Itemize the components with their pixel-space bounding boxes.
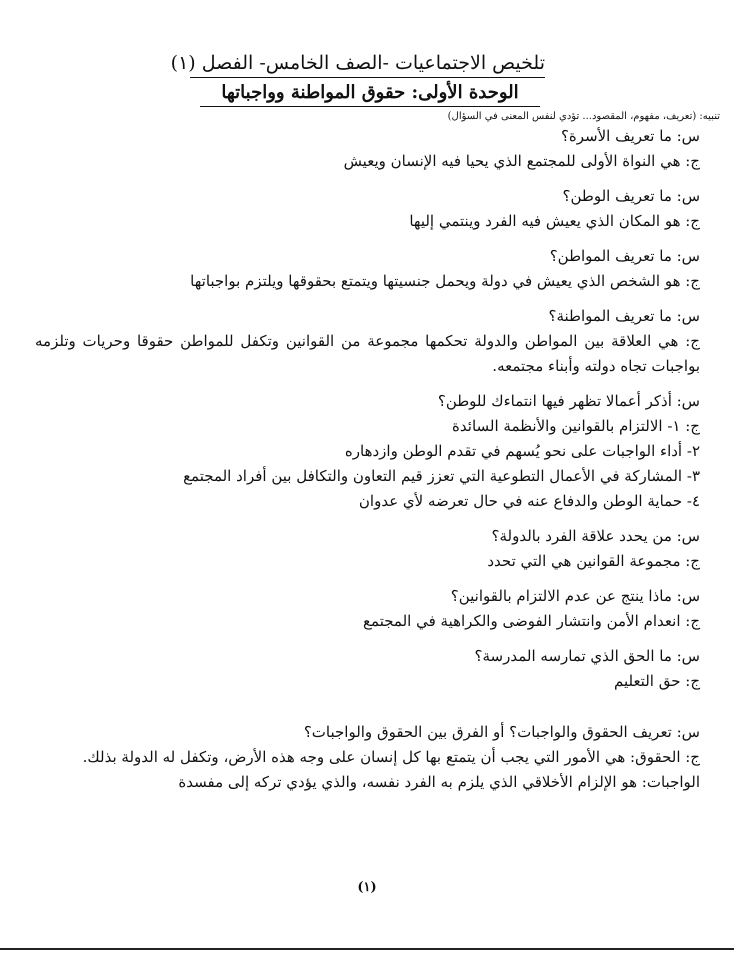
qa-item [35, 584, 700, 634]
question: س: ما الحق الذي تمارسه المدرسة؟ [474, 647, 700, 665]
qa-item [35, 184, 700, 234]
question: س: ما تعريف المواطن؟ [549, 247, 700, 265]
qa-item [35, 304, 700, 379]
qa-item [35, 644, 700, 694]
answer: ج: مجموعة القوانين هي التي تحدد [487, 552, 700, 570]
question: س: ماذا ينتج عن عدم الالتزام بالقوانين؟ [450, 587, 700, 605]
question: س: أذكر أعمالا تظهر فيها انتماءك للوطن؟ [437, 392, 700, 410]
page-number: (١) [357, 880, 377, 895]
question: س: ما تعريف الأسرة؟ [560, 127, 700, 145]
qa-item [35, 389, 700, 514]
qa-item [35, 124, 700, 174]
answer: ج: هو المكان الذي يعيش فيه الفرد وينتمي إليها [409, 212, 700, 230]
qa-item [35, 524, 700, 574]
answer-item: ٣- المشاركة في الأعمال التطوعية التي تعزز قيم التعاون والتكافل بين أفراد المجتمع [183, 467, 700, 485]
answer-item: ٤- حماية الوطن والدفاع عنه في حال تعرضه لأي عدوان [358, 492, 700, 510]
unit-title: الوحدة الأولى: حقوق المواطنة وواجباتها [200, 80, 540, 107]
qa-list [35, 124, 700, 805]
question: س: ما تعريف الوطن؟ [562, 187, 700, 205]
qa-item [35, 720, 700, 795]
answer: ج: حق التعليم [613, 672, 700, 690]
answer-item: ج: ١- الالتزام بالقوانين والأنظمة السائدة [452, 417, 700, 435]
note: تنبيه: (تعريف، مفهوم، المقصود... تؤدي لنفس المعنى في السؤال) [447, 111, 720, 122]
answer: ج: هو الشخص الذي يعيش في دولة ويحمل جنسيتها ويتمتع بحقوقها ويلتزم بواجباتها [190, 272, 700, 290]
question: س: تعريف الحقوق والواجبات؟ أو الفرق بين الحقوق والواجبات؟ [303, 723, 700, 741]
answer: ج: انعدام الأمن وانتشار الفوضى والكراهية في المجتمع [363, 612, 700, 630]
answer: ج: هي العلاقة بين المواطن والدولة تحكمها مجموعة من القوانين وتكفل للمواطن حقوقا وحريات وتلزمه بواجبات تجاه دولته وأبناء مجتمعه. [35, 332, 700, 375]
bottom-divider [0, 948, 734, 950]
answer: ج: هي النواة الأولى للمجتمع الذي يحيا فيه الإنسان ويعيش [343, 152, 700, 170]
question: س: ما تعريف المواطنة؟ [548, 307, 700, 325]
page-title: تلخيص الاجتماعيات -الصف الخامس- الفصل (١) [190, 50, 545, 78]
answer: ج: الحقوق: هي الأمور التي يجب أن يتمتع بها كل إنسان على وجه هذه الأرض، وتكفل له الدولة بذلك. [82, 748, 700, 766]
answer-item: ٢- أداء الواجبات على نحو يُسهم في تقدم الوطن وازدهاره [344, 442, 700, 460]
question: س: من يحدد علاقة الفرد بالدولة؟ [491, 527, 700, 545]
qa-item [35, 244, 700, 294]
answer: الواجبات: هو الإلزام الأخلاقي الذي يلزم به الفرد نفسه، والذي يؤدي تركه إلى مفسدة [178, 773, 700, 791]
